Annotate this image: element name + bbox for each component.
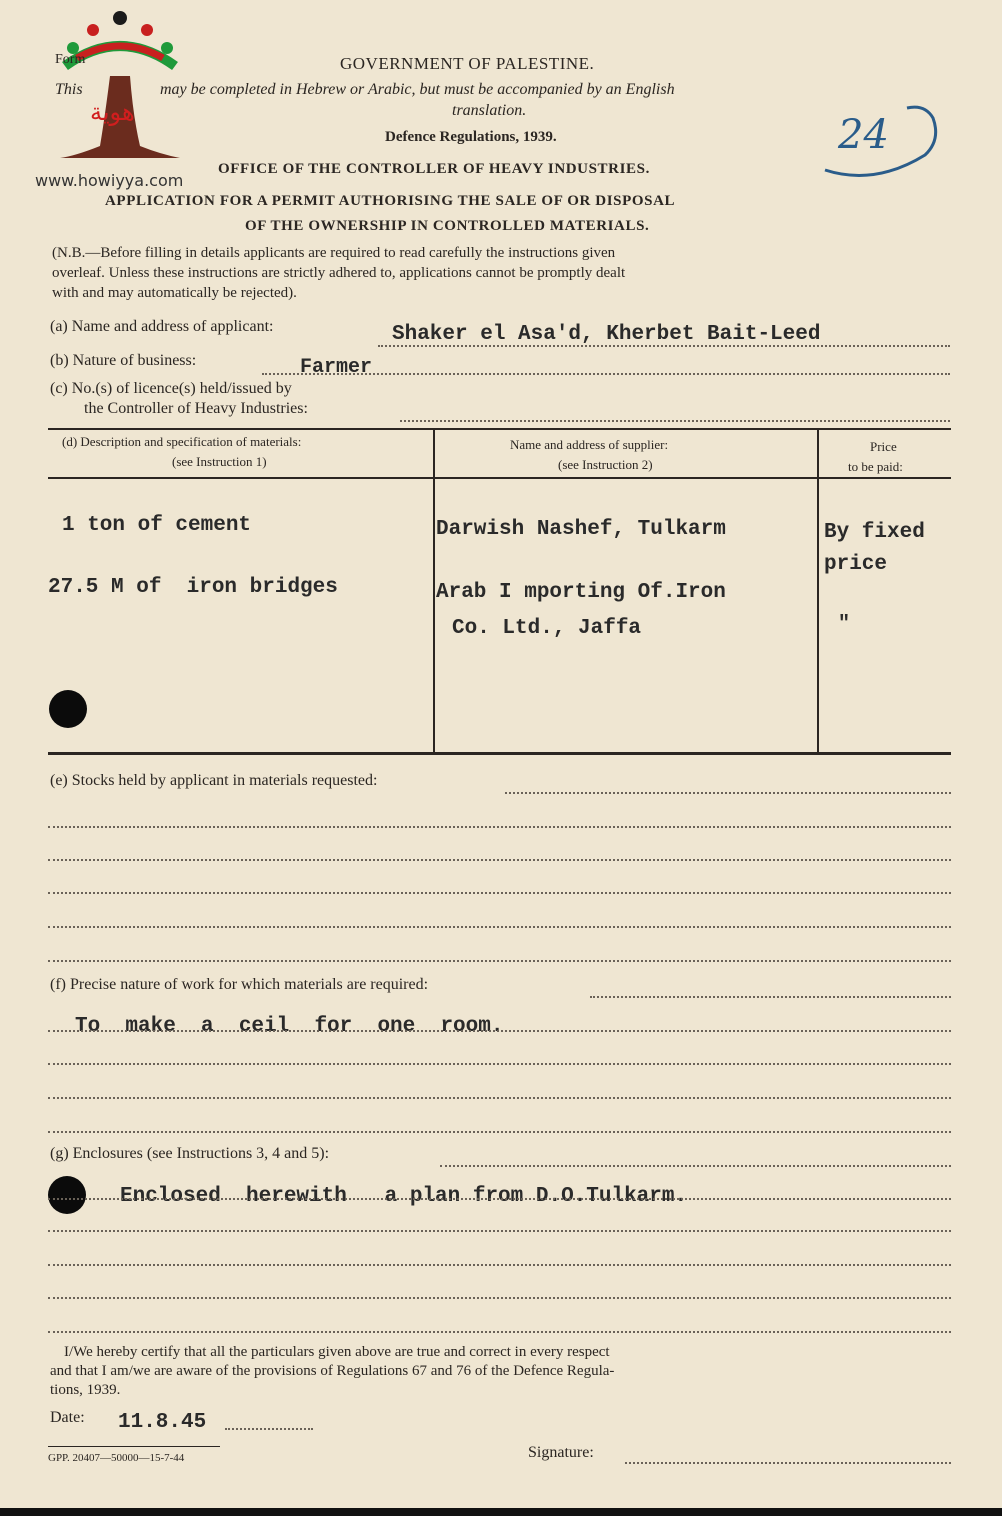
- work-line-3: [48, 1063, 951, 1065]
- col-materials-subheader: (see Instruction 1): [172, 454, 267, 469]
- table-row-2-supplier: Arab I mporting Of.Iron: [436, 581, 726, 604]
- licence-label-1: (c) No.(s) of licence(s) held/issued by: [50, 380, 292, 397]
- enclosures-line-2: [48, 1198, 951, 1200]
- col-supplier-header: Name and address of supplier:: [510, 437, 669, 452]
- col-price-header: Price: [870, 439, 897, 454]
- table-bottom-rule: [48, 752, 951, 755]
- certification-line-2: and that I am/we are aware of the provisions of Regulations 67 and 76 of the Defence Regula-: [50, 1363, 615, 1379]
- date-label: Date:: [50, 1409, 85, 1426]
- defence-regulations: Defence Regulations, 1939.: [385, 129, 557, 145]
- table-top-rule: [48, 428, 951, 430]
- business-value: Farmer: [300, 356, 373, 379]
- stocks-line-1: [505, 792, 951, 794]
- work-nature-value: To make a ceil for one room.: [75, 1015, 504, 1038]
- applicant-value: Shaker el Asa'd, Kherbet Bait-Leed: [392, 323, 821, 346]
- enclosures-line-4: [48, 1264, 951, 1266]
- date-dotted-line: [225, 1428, 313, 1430]
- table-col-divider-1: [433, 428, 435, 754]
- col-price-subheader: to be paid:: [848, 459, 903, 474]
- enclosures-line-3: [48, 1230, 951, 1232]
- stocks-line-6: [48, 960, 951, 962]
- language-note-end: translation.: [452, 102, 527, 119]
- stocks-line-4: [48, 892, 951, 894]
- work-nature-label: (f) Precise nature of work for which materials are required:: [50, 976, 429, 993]
- stocks-label: (e) Stocks held by applicant in materials requested:: [50, 772, 378, 789]
- signature-label: Signature:: [528, 1444, 594, 1461]
- stocks-line-5: [48, 926, 951, 928]
- language-note: may be completed in Hebrew or Arabic, but must be accompanied by an English: [160, 81, 675, 98]
- form-title-line2: OF THE OWNERSHIP IN CONTROLLED MATERIALS.: [245, 218, 650, 234]
- date-value: 11.8.45: [118, 1411, 207, 1434]
- office-heading: OFFICE OF THE CONTROLLER OF HEAVY INDUSTRIES.: [218, 161, 650, 177]
- business-dotted-line: [262, 373, 950, 375]
- work-line-4: [48, 1097, 951, 1099]
- enclosures-line-6: [48, 1331, 951, 1333]
- work-line-1: [590, 996, 951, 998]
- enclosures-label: (g) Enclosures (see Instructions 3, 4 and 5):: [50, 1145, 330, 1162]
- scan-bottom-edge: [0, 1508, 1002, 1516]
- nb-line-2: overleaf. Unless these instructions are strictly adhered to, applications cannot be promptly dealt: [52, 265, 626, 281]
- stocks-line-3: [48, 859, 951, 861]
- applicant-dotted-line: [378, 345, 950, 347]
- table-row-1-price: By fixed: [824, 521, 925, 544]
- applicant-label: (a) Name and address of applicant:: [50, 318, 274, 335]
- work-line-5: [48, 1131, 951, 1133]
- col-materials-header: (d) Description and specification of materials:: [62, 434, 302, 449]
- table-col-divider-2: [817, 428, 819, 754]
- punch-hole-upper: [49, 690, 87, 728]
- business-label: (b) Nature of business:: [50, 352, 197, 369]
- certification-line-1: I/We hereby certify that all the particulars given above are true and correct in every respect: [64, 1344, 610, 1360]
- enclosures-value: Enclosed herewith a plan from D.O.Tulkarm.: [120, 1185, 688, 1208]
- stocks-line-2: [48, 826, 951, 828]
- language-note-start: This: [55, 81, 83, 98]
- enclosures-line-1: [440, 1165, 951, 1167]
- nb-line-3: with and may automatically be rejected).: [52, 285, 297, 301]
- certification-line-3: tions, 1939.: [50, 1382, 121, 1398]
- table-row-2-price: price: [824, 553, 888, 576]
- table-price-ditto: ": [838, 613, 851, 636]
- table-row-1-material: 1 ton of cement: [62, 514, 252, 537]
- logo-arabic-text: هوية: [90, 98, 135, 126]
- form-title-line1: APPLICATION FOR A PERMIT AUTHORISING THE SALE OF OR DISPOSAL: [105, 193, 676, 209]
- print-code-rule: [48, 1446, 220, 1447]
- signature-dotted-line: [625, 1462, 951, 1464]
- table-row-2-material: 27.5 M of iron bridges: [48, 576, 338, 599]
- col-supplier-subheader: (see Instruction 2): [558, 457, 653, 472]
- form-number: Form: [55, 52, 86, 67]
- licence-label-2: the Controller of Heavy Industries:: [84, 400, 308, 417]
- print-code: GPP. 20407—50000—15-7-44: [48, 1452, 185, 1464]
- punch-hole-lower: [48, 1176, 86, 1214]
- table-row-1-supplier: Darwish Nashef, Tulkarm: [436, 518, 726, 541]
- table-supplier-continuation: Co. Ltd., Jaffa: [452, 617, 642, 640]
- licence-dotted-line: [400, 420, 950, 422]
- nb-line-1: (N.B.—Before filling in details applicants are required to read carefully the instructions given: [52, 245, 616, 261]
- government-heading: GOVERNMENT OF PALESTINE.: [340, 54, 595, 73]
- file-number: 24: [838, 112, 889, 158]
- table-header-rule: [48, 477, 951, 479]
- enclosures-line-5: [48, 1297, 951, 1299]
- logo-url: www.howiyya.com: [35, 171, 184, 190]
- work-line-2: [48, 1030, 951, 1032]
